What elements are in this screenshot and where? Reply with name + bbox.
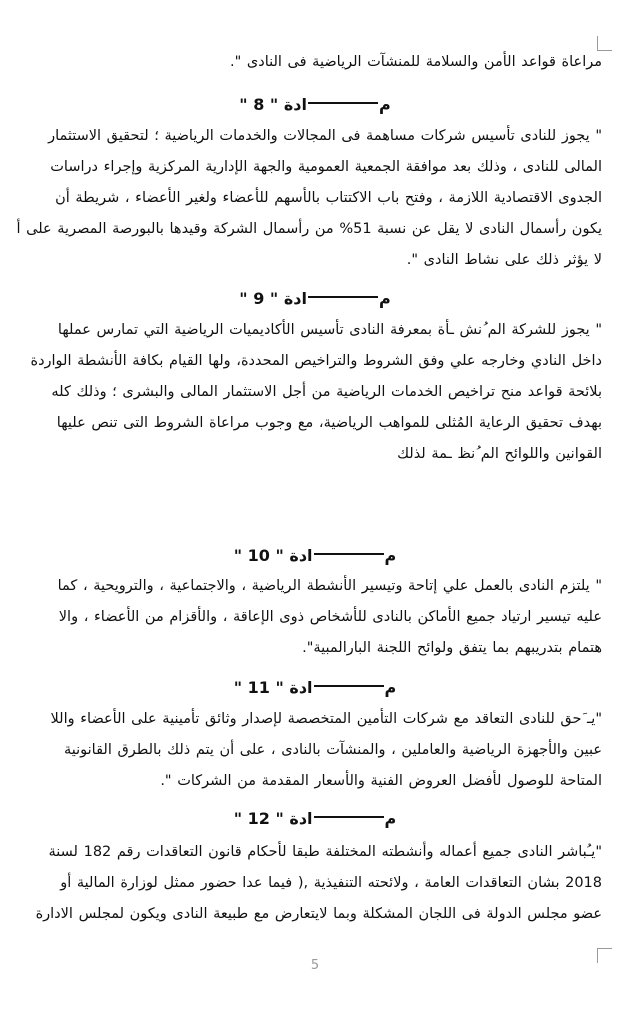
article-9-body: [14, 315, 602, 470]
heading-kashida: [308, 296, 378, 298]
heading-prefix: م: [384, 546, 397, 565]
text-line: عضو مجلس الدولة فى اللجان المشكلة وبما لايتعارض مع طبيعة النادى ويكون لمجلس الادارة: [35, 906, 602, 922]
heading-word: ادة: [289, 546, 313, 565]
heading-word: ادة: [289, 809, 313, 828]
text-line: هتمام بتدريبهم بما يتفق ولوائح اللجنة البارالمبية".: [302, 640, 602, 656]
text-line: " يجوز للشركة الم ُنش ـأة بمعرفة النادى تأسيس الأكاديميات الرياضية التي تمارس عملها: [57, 322, 602, 338]
heading-prefix: م: [384, 809, 397, 828]
intro-paragraph: [14, 47, 602, 78]
article-10-body: [14, 571, 602, 664]
text-line: لا يؤثر ذلك على نشاط النادى ".: [406, 252, 602, 268]
text-line: عليه تيسير ارتياد جميع الأماكن بالنادى للأشخاص ذوى الإعاقة ، والأقزام من الأعضاء ، والا: [58, 609, 602, 625]
heading-number: " 12 ": [233, 809, 284, 828]
article-8-body: [14, 121, 602, 276]
text-line: "يـُباشر النادى جميع أعماله وأنشطته المختلفة طبقا لأحكام قانون التعاقدات رقم 182 لسنة: [48, 844, 602, 860]
heading-word: ادة: [289, 678, 313, 697]
heading-prefix: م: [378, 289, 391, 308]
heading-number: " 9 ": [239, 289, 279, 308]
text-line: 2018 بشان التعاقدات العامة ، ولائحته التنفيذية ,( فيما عدا حضور ممثل لوزارة المالية أو: [60, 875, 602, 891]
heading-word: ادة: [283, 95, 307, 114]
article-12-body: [14, 837, 602, 930]
article-12-heading: [0, 809, 630, 829]
heading-number: " 8 ": [239, 95, 279, 114]
text-line: عبين والأجهزة الرياضية والعاملين ، والمنشآت بالنادى ، على أن يتم ذلك بالطرق القانونية: [63, 742, 602, 758]
page-number: 5: [310, 958, 320, 973]
heading-prefix: م: [378, 95, 391, 114]
heading-number: " 10 ": [233, 546, 284, 565]
text-line: " يلتزم النادى بالعمل علي إتاحة وتيسير الأنشطة الرياضية ، والاجتماعية ، والترويحية ، كما: [57, 578, 602, 594]
heading-prefix: م: [384, 678, 397, 697]
text-line: بهدف تحقيق الرعاية المُثلى للمواهب الرياضية، مع وجوب مراعاة الشروط التى تنص عليها: [56, 415, 602, 431]
heading-kashida: [314, 685, 384, 687]
text-line: المتاحة للوصول لأفضل العروض الفنية والأسعار المقدمة من الشركات ".: [160, 773, 602, 789]
text-line: " يجوز للنادى تأسيس شركات مساهمة فى المجالات والخدمات الرياضية ؛ لتحقيق الاستثمار: [48, 128, 602, 144]
text-line: المالى للنادى ، وذلك بعد موافقة الجمعية العمومية والجهة الإدارية المركزية وإجراء دراسات: [50, 159, 602, 175]
text-line: "يـ َحق للنادى التعاقد مع شركات التأمين المتخصصة لإصدار وثائق تأمينية على الأعضاء واللا: [50, 711, 602, 727]
article-9-heading: [0, 289, 630, 309]
article-10-heading: [0, 546, 630, 566]
article-11-body: [14, 704, 602, 797]
article-8-heading: [0, 95, 630, 115]
heading-kashida: [314, 816, 384, 818]
text-line: يكون رأسمال النادى لا يقل عن نسبة 51% من رأسمال الشركة وقيدها بالبورصة المصرية على أ: [16, 221, 602, 237]
text-line: مراعاة قواعد الأمن والسلامة للمنشآت الرياضية فى النادى ".: [230, 54, 602, 70]
heading-kashida: [308, 102, 378, 104]
text-line: بلائحة قواعد منح تراخيص الخدمات الرياضية من أجل الاستثمار المالى والبشرى ؛ وذلك كله: [51, 384, 602, 400]
text-line: القوانين واللوائح الم ُنظ ـمة لذلك: [397, 446, 602, 462]
text-line: الجدوى الاقتصادية اللازمة ، وفتح باب الاكتتاب بالأسهم للأعضاء ولغير الأعضاء ، شريطة أن: [55, 190, 602, 206]
text-line: داخل النادي وخارجه علي وفق الشروط والتراخيص المحددة، ولها القيام بكافة الأنشطة الواردة: [30, 353, 602, 369]
heading-word: ادة: [283, 289, 307, 308]
article-11-heading: [0, 678, 630, 698]
heading-number: " 11 ": [233, 678, 284, 697]
heading-kashida: [314, 553, 384, 555]
